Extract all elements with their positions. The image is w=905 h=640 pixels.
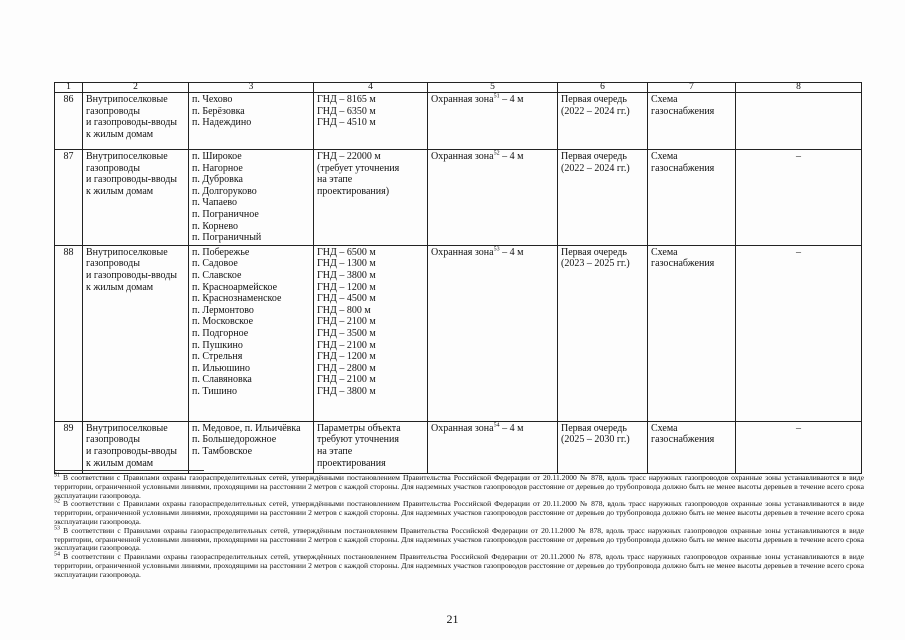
parameter-line: на этапе: [317, 174, 353, 186]
footnote-text: В соответствии с Правилами охраны газораспределительных сетей, утверждёнными постановлением Правительства Российской Федерации от 20.11.2000 № 878, вдоль трасс наружных газопроводов охранные зоны устанавливаются в виде территории, ограниченной условными линиями, проходящими на расстоянии 2 метров с каждой стороны. Для надземных участков газопроводов расстояние от деревьев до трубопровода должно быть не менее высоты деревьев в течение всего срока эксплуатации газопровода.: [54, 499, 864, 526]
settlement-line: п. Широкое: [192, 151, 242, 162]
object-name-line: газопроводы: [86, 434, 140, 446]
footnote-text: В соответствии с Правилами охраны газораспределительных сетей, утверждённым постановлением Правительства Российской Федерации от 20.11.2000 № 878, вдоль трасс наружных газопроводов охранные зоны устанавливаются в виде территории, ограниченной условными линиями, проходящими на расстоянии 2 метров с каждой стороны. Для надземных участков газопроводов расстояние от деревьев до трубопровода должно быть не менее высоты деревьев в течение всего срока эксплуатации газопровода.: [54, 525, 864, 553]
protection-zone-cell: [428, 150, 558, 246]
zone-label: Охранная зона: [431, 151, 494, 162]
header-cell: 5: [428, 83, 558, 93]
footnote: [54, 553, 864, 579]
header-cell: 7: [648, 83, 736, 93]
footnotes: [54, 474, 864, 580]
basis-cell: [648, 93, 736, 150]
settlement-line: п. Дубровка: [192, 174, 243, 186]
footnote-number: 51: [54, 472, 60, 479]
settlement-line: п. Славяновка: [192, 374, 252, 386]
note-cell: –: [736, 150, 862, 246]
object-name-cell: [83, 245, 189, 421]
settlement-line: п. Садовое: [192, 258, 238, 270]
footnote: [54, 500, 864, 526]
period-line: Первая очередь: [561, 94, 627, 105]
zone-label: Охранная зона: [431, 94, 494, 105]
basis-line: газоснабжения: [651, 105, 715, 117]
basis-line: газоснабжения: [651, 258, 715, 270]
period-cell: [558, 421, 648, 473]
parameters-cell: [314, 245, 428, 421]
header-cell: 2: [83, 83, 189, 93]
period-cell: [558, 93, 648, 150]
header-cell: 8: [736, 83, 862, 93]
zone-distance: – 4 м: [499, 94, 524, 105]
settlements-cell: [189, 93, 314, 150]
parameter-line: ГНД – 1200 м: [317, 351, 376, 363]
footnote-number: 53: [54, 525, 60, 532]
parameter-line: требуют уточнения: [317, 434, 399, 446]
object-name-line: и газопроводы-вводы: [86, 174, 178, 186]
object-name-line: к жилым домам: [86, 457, 154, 469]
settlement-line: п. Славское: [192, 269, 242, 281]
header-row: [55, 83, 862, 93]
settlement-line: п. Пограничное: [192, 208, 259, 220]
settlement-line: п. Чехово: [192, 94, 233, 105]
parameter-line: ГНД – 2100 м: [317, 339, 376, 351]
row-number-cell: 89: [55, 421, 83, 473]
note-cell: –: [736, 421, 862, 473]
basis-cell: [648, 245, 736, 421]
settlements-cell: [189, 245, 314, 421]
table-row: [55, 245, 862, 421]
settlement-line: п. Надеждино: [192, 117, 252, 129]
basis-line: газоснабжения: [651, 162, 715, 174]
settlement-line: п. Краснознаменское: [192, 293, 282, 305]
zone-label: Охранная зона: [431, 422, 494, 434]
settlement-line: п. Подгорное: [192, 327, 249, 339]
parameters-cell: [314, 93, 428, 150]
parameter-line: ГНД – 1300 м: [317, 258, 376, 270]
object-name-cell: [83, 150, 189, 246]
settlement-line: п. Долгоруково: [192, 185, 257, 197]
settlement-line: п. Нагорное: [192, 162, 243, 174]
footnote-text: В соответствии с Правилами охраны газораспределительных сетей, утверждённых постановлением Правительства Российской Федерации от 20.11.2000 № 878, вдоль трасс наружных газопроводов охранные зоны устанавливаются в виде территории, ограниченной условными линиями, проходящими на расстоянии 2 метров с каждой стороны. Для надземных участков газопроводов расстояние от деревьев до трубопровода должно быть не менее высоты деревьев в течение всего срока эксплуатации газопровода.: [54, 552, 864, 579]
footnote-separator: [54, 470, 204, 471]
settlement-line: п. Чапаево: [192, 197, 238, 209]
header-cell: 1: [55, 83, 83, 93]
object-name-line: Внутрипоселковые: [86, 151, 168, 162]
parameter-line: ГНД – 2100 м: [317, 374, 376, 386]
table-row: [55, 150, 862, 246]
settlement-line: п. Пушкино: [192, 339, 243, 351]
settlement-line: п. Красноармейское: [192, 281, 278, 293]
footnote-ref: 54: [493, 422, 500, 429]
row-number-cell: 88: [55, 245, 83, 421]
header-cell: 4: [314, 83, 428, 93]
settlement-line: п. Стрельня: [192, 351, 243, 363]
object-name-line: Внутрипоселковые: [86, 246, 168, 258]
parameter-line: ГНД – 3800 м: [317, 269, 376, 281]
period-line: Первая очередь: [561, 246, 627, 258]
period-line: (2022 – 2024 гг.): [561, 105, 630, 117]
parameters-cell: [314, 150, 428, 246]
settlement-line: п. Медовое, п. Ильичёвка: [192, 422, 301, 434]
period-line: (2022 – 2024 гг.): [561, 162, 630, 174]
protection-zone-cell: [428, 245, 558, 421]
settlements-cell: [189, 150, 314, 246]
object-name-line: к жилым домам: [86, 128, 154, 140]
table-row: [55, 93, 862, 150]
parameter-line: ГНД – 22000 м: [317, 151, 381, 162]
object-name-line: газопроводы: [86, 105, 140, 117]
parameters-cell: [314, 421, 428, 473]
settlement-line: п. Ильюшино: [192, 362, 250, 374]
basis-line: газоснабжения: [651, 434, 715, 446]
protection-zone-cell: [428, 421, 558, 473]
basis-line: Схема: [651, 422, 678, 434]
note-cell: –: [736, 245, 862, 421]
object-name-cell: [83, 93, 189, 150]
parameter-line: ГНД – 2800 м: [317, 362, 376, 374]
parameter-line: ГНД – 3500 м: [317, 327, 376, 339]
parameter-line: Параметры объекта: [317, 422, 401, 434]
object-name-cell: [83, 421, 189, 473]
object-name-line: к жилым домам: [86, 185, 154, 197]
period-cell: [558, 245, 648, 421]
period-line: (2025 – 2030 гг.): [561, 434, 630, 446]
settlement-line: п. Берёзовка: [192, 105, 245, 117]
basis-cell: [648, 150, 736, 246]
footnote-number: 54: [54, 551, 60, 558]
object-name-line: и газопроводы-вводы: [86, 117, 178, 129]
object-name-line: к жилым домам: [86, 281, 154, 293]
parameter-line: ГНД – 3800 м: [317, 385, 376, 397]
parameter-line: ГНД – 6350 м: [317, 105, 376, 117]
object-name-line: и газопроводы-вводы: [86, 445, 178, 457]
footnote-ref: 53: [493, 246, 500, 253]
parameter-line: ГНД – 6500 м: [317, 246, 376, 258]
settlement-line: п. Тишино: [192, 385, 237, 397]
settlement-line: п. Побережье: [192, 246, 250, 258]
protection-zone-cell: [428, 93, 558, 150]
footnote-number: 52: [54, 498, 60, 505]
footnote: [54, 474, 864, 500]
settlement-line: п. Тамбовское: [192, 445, 253, 457]
parameter-line: ГНД – 1200 м: [317, 281, 376, 293]
footnote-ref: 52: [493, 150, 500, 157]
settlement-line: п. Лермонтово: [192, 304, 254, 316]
parameter-line: ГНД – 4500 м: [317, 293, 376, 305]
header-cell: 6: [558, 83, 648, 93]
basis-line: Схема: [651, 246, 678, 258]
period-line: Первая очередь: [561, 422, 627, 434]
table-row: [55, 421, 862, 473]
footnote-ref: 51: [493, 93, 500, 100]
page-number: 21: [446, 612, 459, 626]
parameter-line: ГНД – 4510 м: [317, 117, 376, 129]
zone-label: Охранная зона: [431, 246, 494, 258]
settlement-line: п. Корнево: [192, 220, 238, 232]
parameter-line: ГНД – 800 м: [317, 304, 371, 316]
parameter-line: ГНД – 8165 м: [317, 94, 376, 105]
zone-distance: – 4 м: [499, 422, 524, 434]
parameter-line: на этапе: [317, 445, 353, 457]
basis-cell: [648, 421, 736, 473]
object-name-line: Внутрипоселковые: [86, 422, 168, 434]
objects-table: [54, 82, 862, 474]
parameter-line: (требует уточнения: [317, 162, 400, 174]
object-name-line: газопроводы: [86, 162, 140, 174]
object-name-line: и газопроводы-вводы: [86, 269, 178, 281]
settlement-line: п. Московское: [192, 316, 254, 328]
basis-line: Схема: [651, 94, 678, 105]
object-name-line: Внутрипоселковые: [86, 94, 168, 105]
settlement-line: п. Пограничный: [192, 232, 262, 244]
note-cell: [736, 93, 862, 150]
parameter-line: проектирования): [317, 185, 390, 197]
settlement-line: п. Большедорожное: [192, 434, 277, 446]
period-line: (2023 – 2025 гг.): [561, 258, 630, 270]
footnote-text: В соответствии с Правилами охраны газораспределительных сетей, утверждёнными постановлением Правительства Российской Федерации от 20.11.2000 № 878, вдоль трасс наружных газопроводов охранные зоны устанавливаются в виде территории, ограниченной условными линиями, проходящими на расстоянии 2 метров с каждой стороны. Для надземных участков газопроводов расстояние от деревьев до трубопровода должно быть не менее высоты деревьев в течение всего срока эксплуатации газопровода.: [54, 473, 864, 500]
parameter-line: проектирования: [317, 457, 386, 469]
period-cell: [558, 150, 648, 246]
header-cell: 3: [189, 83, 314, 93]
zone-distance: – 4 м: [499, 246, 524, 258]
footnote: [54, 527, 864, 553]
table-body: [55, 93, 862, 474]
row-number-cell: 87: [55, 150, 83, 246]
basis-line: Схема: [651, 151, 678, 162]
row-number-cell: 86: [55, 93, 83, 150]
settlements-cell: [189, 421, 314, 473]
parameter-line: ГНД – 2100 м: [317, 316, 376, 328]
period-line: Первая очередь: [561, 151, 627, 162]
zone-distance: – 4 м: [499, 151, 524, 162]
object-name-line: газопроводы: [86, 258, 140, 270]
